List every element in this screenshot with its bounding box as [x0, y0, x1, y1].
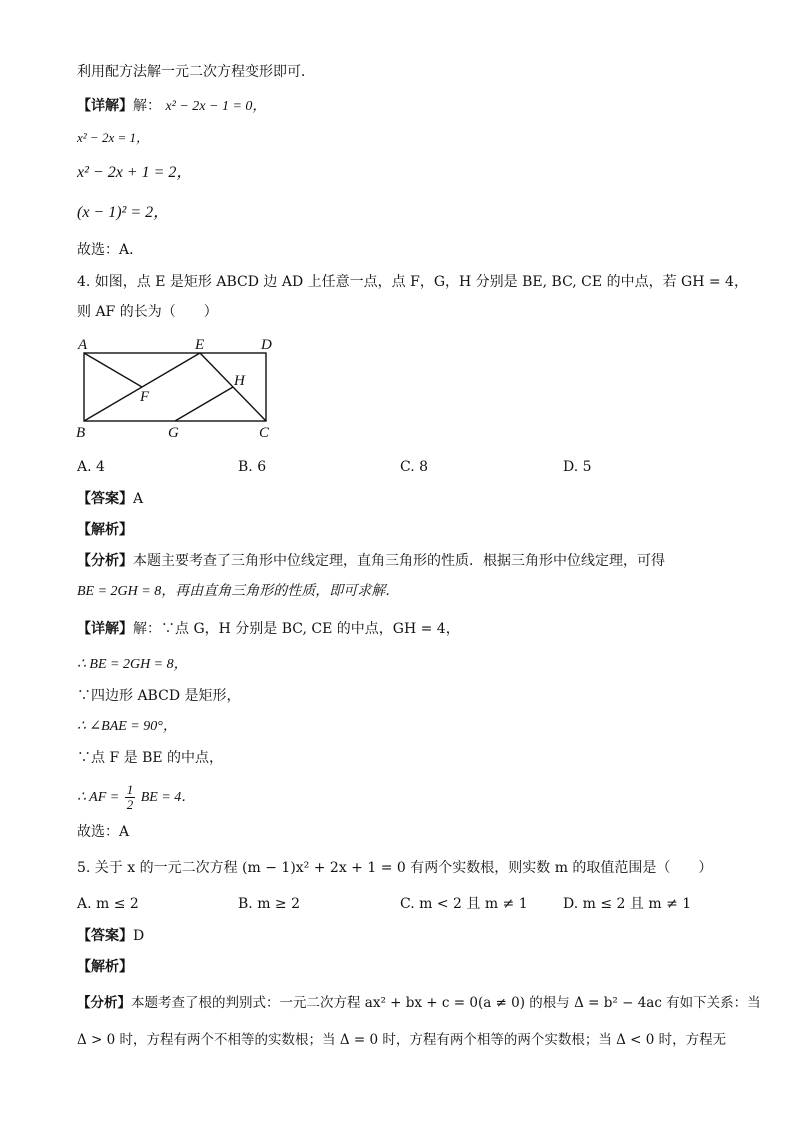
fenxi-text: 本题主要考查了三角形中位线定理，直角三角形的性质．根据三角形中位线定理，可得	[133, 553, 665, 569]
q5-fenxi-line1	[77, 993, 761, 1013]
label-h: H	[234, 373, 245, 389]
q4-option-c: C. 8	[400, 459, 429, 475]
formula-prefix: ∴ AF =	[77, 790, 120, 805]
q4-option-d: D. 5	[563, 459, 592, 475]
detail-text: 解：∵点 G，H 分别是 BC, CE 的中点，GH = 4，	[133, 621, 460, 637]
label-g: G	[168, 425, 179, 441]
q4-option-a: A. 4	[77, 459, 105, 475]
label-e: E	[195, 337, 205, 353]
q5-option-c: C. m < 2 且 m ≠ 1	[400, 896, 528, 912]
q4-fenxi-line1	[77, 551, 665, 571]
q4-detail-line2: ∴ BE = 2GH = 8，	[77, 657, 188, 672]
q4-detail-line3: ∵四边形 ABCD 是矩形，	[77, 688, 241, 704]
q4-detail-line4: ∴ ∠BAE = 90°，	[77, 719, 177, 734]
q3-step2: x² − 2x + 1 = 2，	[77, 164, 193, 181]
q3-choose: 故选：A．	[77, 242, 144, 258]
fraction	[125, 783, 136, 812]
q5-fenxi-line2: Δ > 0 时，方程有两个不相等的实数根；当 Δ = 0 时，方程有两个相等的两个实数根；当 Δ < 0 时，方程无	[77, 1032, 727, 1048]
q5-analysis-tag: 【解析】	[77, 959, 133, 975]
fraction-numerator: 1	[126, 782, 134, 798]
formula-suffix: BE = 4．	[140, 790, 196, 805]
segment-af	[84, 353, 142, 387]
q5-answer	[77, 926, 144, 946]
q4-answer	[77, 489, 143, 509]
q5-option-d: D. m ≤ 2 且 m ≠ 1	[563, 896, 692, 912]
q4-detail-line1	[77, 619, 460, 639]
detail-text: 解：	[133, 98, 161, 114]
q4-option-b: B. 6	[238, 459, 267, 475]
detail-tag: 【详解】	[77, 98, 133, 114]
q5-stem: 5. 关于 x 的一元二次方程 (m − 1)x² + 2x + 1 = 0 有两个实数根，则实数 m 的取值范围是（ ）	[77, 860, 713, 876]
q3-detail-line	[77, 96, 266, 117]
detail-tag: 【详解】	[77, 621, 133, 637]
label-d: D	[261, 337, 272, 353]
label-f: F	[140, 389, 150, 405]
fraction-denominator: 2	[126, 797, 134, 813]
q4-stem-line2: 则 AF 的长为（ ）	[77, 304, 218, 320]
fenxi-text: 本题考查了根的判别式：一元二次方程 ax² + bx + c = 0(a ≠ 0) 的根与 Δ = b² − 4ac 有如下关系：当	[131, 995, 761, 1011]
label-a: A	[78, 337, 88, 353]
q4-fenxi-line2: BE = 2GH = 8，再由直角三角形的性质，即可求解．	[77, 584, 400, 599]
equation: x² − 2x − 1 = 0，	[165, 99, 267, 114]
answer-tag: 【答案】	[77, 928, 133, 944]
answer-value: D	[133, 928, 145, 944]
q3-intro: 利用配方法解一元二次方程变形即可．	[77, 64, 315, 80]
q4-detail-line5: ∵点 F 是 BE 的中点，	[77, 750, 224, 766]
segment-gh	[175, 387, 233, 421]
q4-stem-line1: 4. 如图，点 E 是矩形 ABCD 边 AD 上任意一点，点 F，G，H 分别是 BE, BC, CE 的中点，若 GH = 4，	[77, 274, 748, 290]
q4-choose: 故选：A	[77, 824, 130, 840]
label-b: B	[76, 425, 86, 441]
rectangle-figure	[74, 334, 284, 446]
q5-option-b: B. m ≥ 2	[238, 896, 301, 912]
q5-option-a: A. m ≤ 2	[77, 896, 139, 912]
q3-step3: (x − 1)² = 2，	[77, 204, 170, 221]
q4-detail-line6	[77, 780, 195, 816]
q4-analysis-tag: 【解析】	[77, 522, 133, 538]
answer-value: A	[133, 491, 144, 507]
q3-step1: x² − 2x = 1，	[77, 130, 149, 145]
fenxi-tag: 【分析】	[77, 553, 133, 569]
answer-tag: 【答案】	[77, 491, 133, 507]
label-c: C	[259, 425, 270, 441]
fenxi-tag: 【分析】	[77, 995, 131, 1011]
